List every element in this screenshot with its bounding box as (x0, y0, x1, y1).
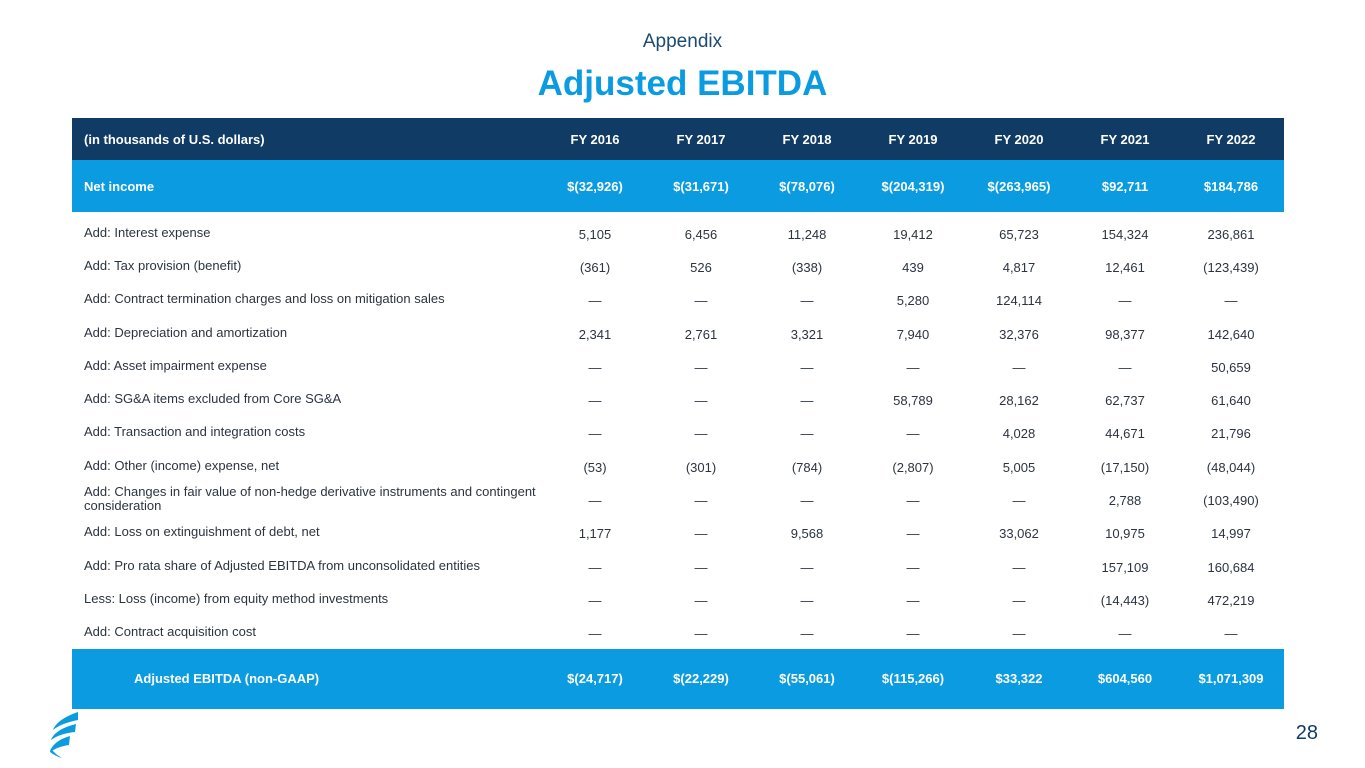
table-row (72, 382, 1284, 415)
table-cell: 4,028 (1002, 426, 1036, 442)
table-cell: — (906, 626, 920, 642)
table-cell: 32,376 (999, 326, 1039, 342)
column-header: (in thousands of U.S. dollars) (84, 131, 265, 147)
row-label: Add: Loss on extinguishment of debt, net (84, 524, 320, 540)
table-cell: (48,044) (1206, 459, 1256, 475)
table-cell: — (1012, 359, 1026, 375)
table-cell: — (694, 559, 708, 575)
table-cell: $(22,229) (673, 671, 729, 687)
table-cell: 21,796 (1211, 426, 1251, 442)
table-row (72, 549, 1284, 582)
appendix-label: Appendix (642, 31, 723, 52)
table-row (72, 582, 1284, 615)
row-label: Net income (84, 178, 155, 194)
row-label: Add: SG&A items excluded from Core SG&A (84, 391, 342, 407)
table-cell: 3,321 (790, 326, 824, 342)
table-cell: (784) (791, 459, 823, 475)
table-cell: (338) (791, 259, 823, 275)
table-cell: $(263,965) (987, 178, 1051, 194)
table-cell: 439 (902, 259, 924, 275)
table-row (72, 249, 1284, 282)
table-cell: — (588, 393, 602, 409)
column-header: FY 2018 (782, 131, 832, 147)
table-cell: 11,248 (787, 226, 827, 242)
table-cell: — (694, 592, 708, 608)
table-row (72, 349, 1284, 382)
table-cell: — (588, 359, 602, 375)
table-cell: — (588, 626, 602, 642)
row-label: Add: Depreciation and amortization (84, 324, 288, 340)
row-label: Add: Tax provision (benefit) (84, 257, 242, 273)
table-cell: 157,109 (1101, 559, 1149, 575)
table-cell: (2,807) (892, 459, 934, 475)
table-cell: — (694, 426, 708, 442)
table-cell: 2,788 (1108, 493, 1142, 509)
column-header: FY 2017 (676, 131, 726, 147)
flame-logo-icon (48, 712, 84, 758)
table-cell: — (906, 559, 920, 575)
table-cell: 472,219 (1207, 592, 1255, 608)
column-header: FY 2016 (570, 131, 620, 147)
table-cell: — (906, 592, 920, 608)
table-cell: 526 (690, 259, 712, 275)
table-row (72, 482, 1284, 515)
table-cell: 5,105 (578, 226, 612, 242)
table-cell: 2,341 (578, 326, 612, 342)
table-cell: 7,940 (896, 326, 930, 342)
table-cell: $(24,717) (567, 671, 623, 687)
table-cell: 142,640 (1207, 326, 1255, 342)
table-cell: 2,761 (684, 326, 718, 342)
table-cell: — (800, 559, 814, 575)
table-row (72, 449, 1284, 482)
table-cell: 1,177 (578, 526, 612, 542)
table-cell: 33,062 (999, 526, 1039, 542)
row-label: Add: Contract acquisition cost (84, 624, 256, 640)
table-cell: $(55,061) (779, 671, 835, 687)
table-cell: 28,162 (999, 393, 1039, 409)
column-header: FY 2020 (994, 131, 1044, 147)
table-cell: 5,005 (1002, 459, 1036, 475)
table-cell: — (588, 592, 602, 608)
adjusted-ebitda-total-row (72, 649, 1284, 709)
table-cell: 124,114 (995, 293, 1043, 309)
table-cell: 4,817 (1002, 259, 1036, 275)
table-cell: — (1012, 559, 1026, 575)
table-cell: — (800, 626, 814, 642)
table-row (72, 416, 1284, 449)
table-cell: 61,640 (1211, 393, 1251, 409)
column-header: FY 2021 (1100, 131, 1150, 147)
table-cell: (123,439) (1203, 259, 1259, 275)
table-cell: 14,997 (1211, 526, 1251, 542)
table-cell: — (800, 393, 814, 409)
table-cell: $(204,319) (881, 178, 945, 194)
table-cell: (361) (579, 259, 611, 275)
table-cell: — (906, 359, 920, 375)
table-cell: 236,861 (1207, 226, 1255, 242)
table-cell: (103,490) (1203, 493, 1259, 509)
table-cell: — (694, 626, 708, 642)
row-label: Add: Contract termination charges and loss on mitigation sales (84, 291, 445, 307)
table-cell: — (1118, 359, 1132, 375)
table-cell: — (694, 293, 708, 309)
table-cell: $92,711 (1101, 178, 1149, 194)
row-label: Add: Interest expense (84, 224, 211, 240)
column-header: FY 2022 (1206, 131, 1256, 147)
adjusted-ebitda-table-container (72, 118, 1284, 709)
table-cell: — (588, 293, 602, 309)
table-cell: $33,322 (995, 671, 1043, 687)
table-cell: (53) (583, 459, 607, 475)
table-cell: — (694, 359, 708, 375)
table-cell: $604,560 (1097, 671, 1153, 687)
table-cell: — (1012, 592, 1026, 608)
table-cell: — (906, 426, 920, 442)
table-cell: — (1224, 293, 1238, 309)
table-cell: — (800, 293, 814, 309)
table-cell: 10,975 (1105, 526, 1145, 542)
table-cell: (301) (685, 459, 717, 475)
table-cell: 9,568 (790, 526, 824, 542)
table-cell: — (694, 393, 708, 409)
table-cell: 5,280 (896, 293, 930, 309)
row-label: Add: Asset impairment expense (84, 357, 267, 373)
table-cell: 62,737 (1105, 393, 1145, 409)
net-income-row (72, 160, 1284, 212)
page-number: 28 (1295, 722, 1318, 744)
table-cell: $(115,266) (881, 671, 945, 687)
adjusted-ebitda-table (72, 118, 1284, 709)
row-label: Add: Transaction and integration costs (84, 424, 306, 440)
table-cell: — (694, 493, 708, 509)
table-row (72, 283, 1284, 316)
table-cell: 50,659 (1211, 359, 1251, 375)
table-cell: (14,443) (1100, 592, 1150, 608)
table-cell: $1,071,309 (1198, 671, 1264, 687)
row-label: Add: Pro rata share of Adjusted EBITDA from unconsolidated entities (84, 557, 480, 573)
table-cell: $(78,076) (779, 178, 835, 194)
table-cell: 58,789 (893, 393, 933, 409)
table-row (72, 216, 1284, 249)
table-row (72, 316, 1284, 349)
table-header-row (72, 118, 1284, 160)
table-cell: 98,377 (1105, 326, 1145, 342)
table-cell: $(31,671) (673, 178, 729, 194)
column-header: FY 2019 (888, 131, 938, 147)
table-cell: — (588, 559, 602, 575)
table-cell: — (694, 526, 708, 542)
table-cell: 19,412 (893, 226, 933, 242)
table-row (72, 616, 1284, 649)
row-label: Adjusted EBITDA (non-GAAP) (134, 671, 320, 687)
table-cell: 65,723 (999, 226, 1039, 242)
table-cell: — (800, 592, 814, 608)
table-cell: — (800, 359, 814, 375)
table-cell: — (588, 493, 602, 509)
row-label: Less: Loss (income) from equity method investments (84, 590, 389, 606)
table-cell: 44,671 (1105, 426, 1145, 442)
table-cell: — (906, 493, 920, 509)
table-cell: 160,684 (1207, 559, 1255, 575)
table-cell: (17,150) (1100, 459, 1150, 475)
table-cell: — (1224, 626, 1238, 642)
table-cell: — (1118, 626, 1132, 642)
row-label: Add: Other (income) expense, net (84, 457, 280, 473)
row-label: Add: Changes in fair value of non-hedge derivative instruments and contingent consideration (84, 484, 536, 514)
table-cell: 154,324 (1101, 226, 1149, 242)
table-cell: $184,786 (1203, 178, 1259, 194)
table-cell: — (800, 493, 814, 509)
table-cell: — (800, 426, 814, 442)
table-row (72, 516, 1284, 549)
table-cell: — (1118, 293, 1132, 309)
page-title: Adjusted EBITDA (537, 64, 828, 103)
table-cell: 6,456 (684, 226, 718, 242)
table-cell: — (588, 426, 602, 442)
table-cell: — (1012, 626, 1026, 642)
table-cell: 12,461 (1105, 259, 1145, 275)
table-cell: — (1012, 493, 1026, 509)
table-cell: — (906, 526, 920, 542)
table-cell: $(32,926) (567, 178, 623, 194)
